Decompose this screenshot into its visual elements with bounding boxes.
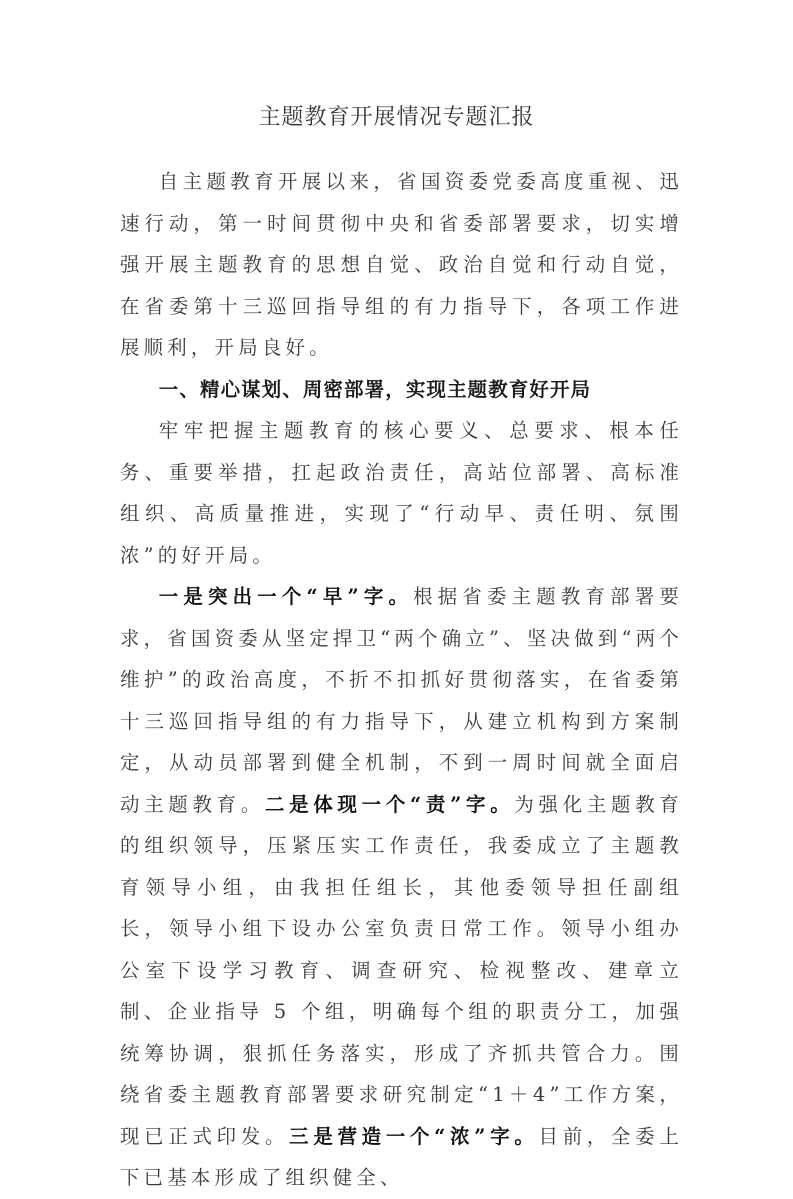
point-1-lead: 一是突出一个“早”字。: [158, 585, 414, 608]
point-3-lead: 三是营造一个“浓”字。: [289, 1124, 539, 1148]
point-1-text: 根据省委主题教育部署要求，省国资委从坚定捍卫“两个确立”、坚决做到“两个维护”的政治高度，不折不扣抓好贯彻落实，在省委第十三巡回指导组的有力指导下，从建立机构到方案制定，从动员部署到健全机制，不到一周时间就全面启动主题教育。: [120, 585, 684, 816]
point-2-lead: 二是体现一个“责”字。: [265, 792, 515, 816]
point-2-text: 为强化主题教育的组织领导，压紧压实工作责任，我委成立了主题教育领导小组，由我担任组长，其他委领导担任副组长，领导小组下设办公室负责日常工作。领导小组办公室下设学习教育、调查研究、检视整改、建章立制、企业指导 5 个组，明确每个组的职责分工，加强统筹协调，狠抓任务落实，形成了齐抓共管合力。围绕省委主题教育部署要求研究制定“1＋4”工作方案，现已正式印发。: [120, 792, 683, 1148]
intro-paragraph: 自主题教育开展以来，省国资委党委高度重视、迅速行动，第一时间贯彻中央和省委部署要求，切实增强开展主题教育的思想自觉、政治自觉和行动自觉，在省委第十三巡回指导组的有力指导下，各项工作进展顺利，开局良好。: [120, 170, 683, 359]
section-1-intro-paragraph: 牢牢把握主题教育的核心要义、总要求、根本任务、重要举措，扛起政治责任，高站位部署、高标准组织、高质量推进，实现了“行动早、责任明、氛围浓”的好开局。: [120, 419, 683, 567]
section-heading-1: 一、精心谋划、周密部署，实现主题教育好开局: [158, 377, 592, 401]
document-title: 主题教育开展情况专题汇报: [258, 105, 535, 130]
point-3-text: 目前，全委上下已基本形成了组织健全、: [120, 1124, 684, 1189]
document-body: [120, 161, 683, 1199]
section-1-points-paragraph: [120, 576, 683, 1199]
